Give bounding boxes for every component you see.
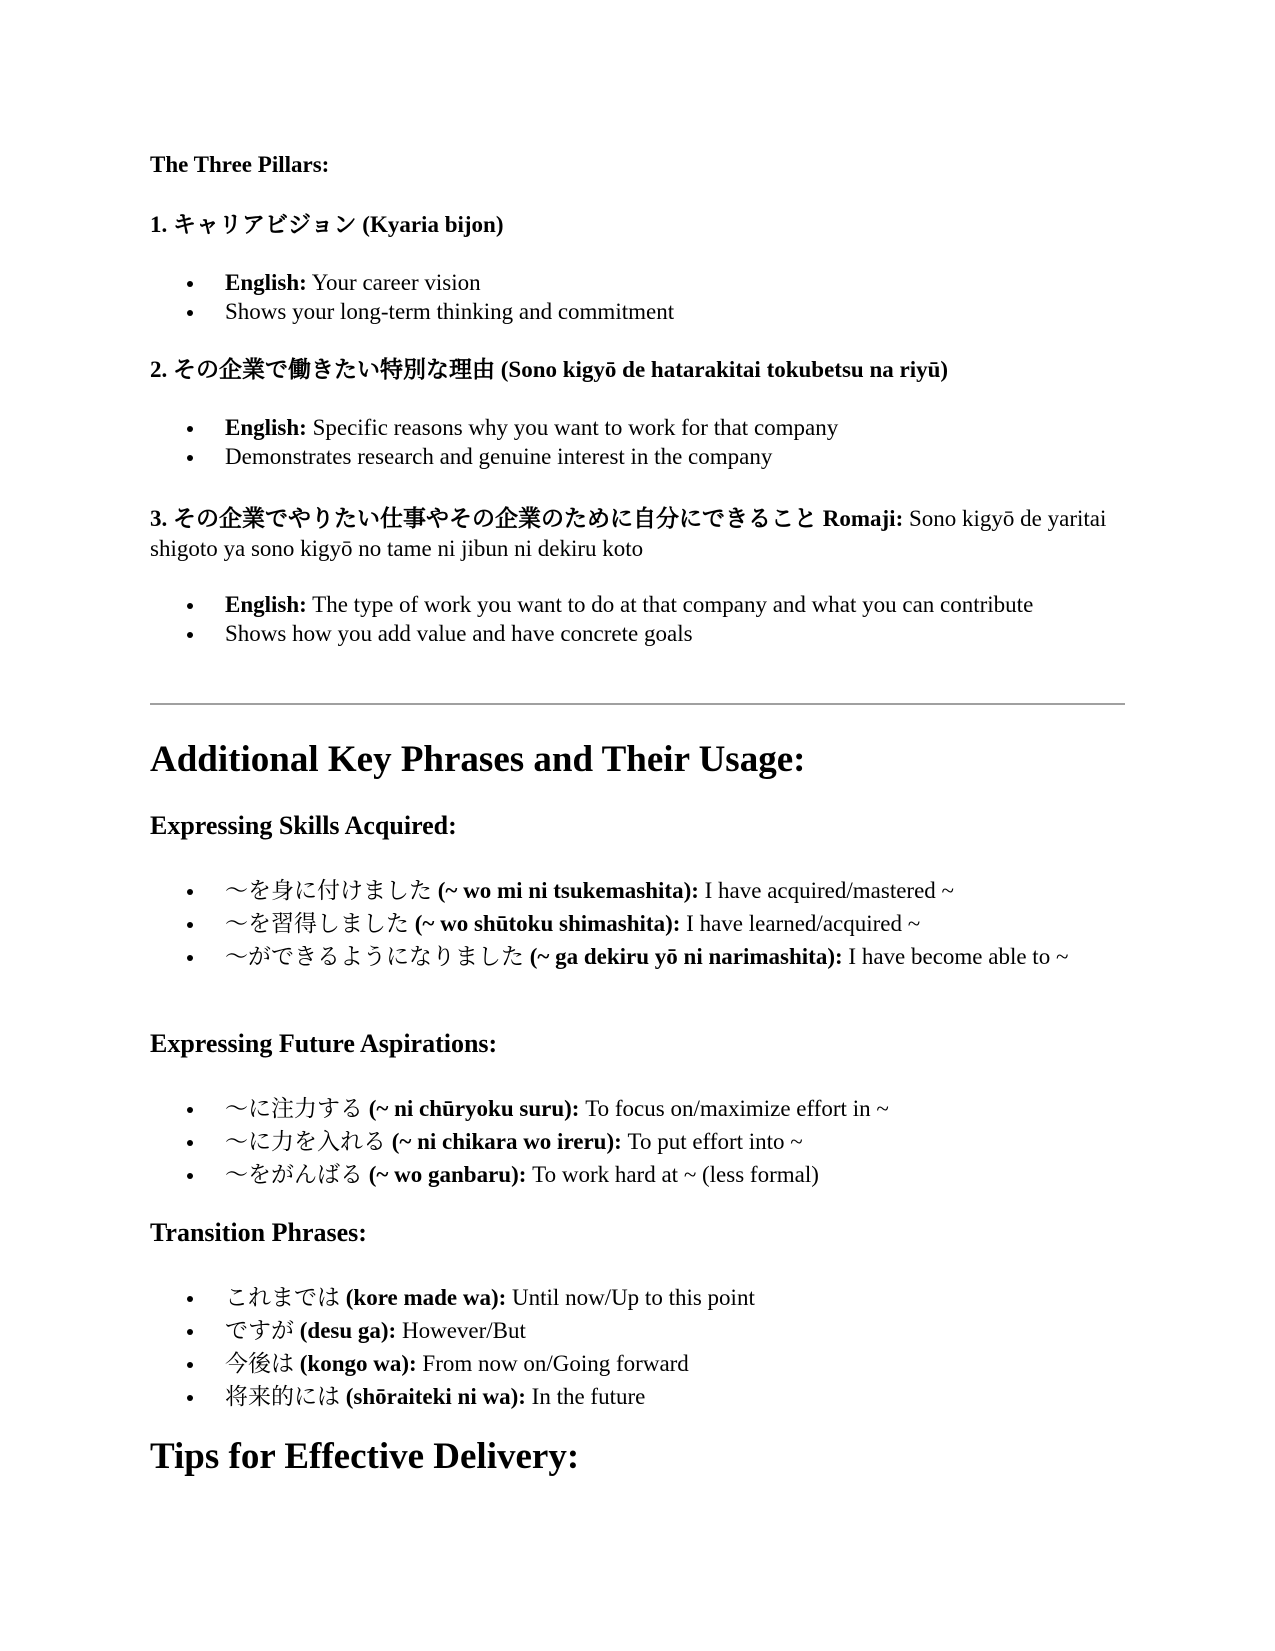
pillars-heading: The Three Pillars: [150, 152, 330, 177]
list-item: これまでは (kore made wa): Until now/Up to this point [150, 1281, 1125, 1314]
skills-list [150, 874, 1125, 973]
list-item: Shows your long-term thinking and commitment [150, 297, 1125, 326]
list-item: 今後は (kongo wa): From now on/Going forward [150, 1347, 1125, 1380]
pillar-1-title: 1. キャリアビジョン (Kyaria bijon) [150, 212, 504, 237]
pillar-3-title: 3. その企業でやりたい仕事やその企業のために自分にできること Romaji: Sono kigyō de yaritai shigoto ya sono kigyō no tame ni jibun ni dekiru koto [150, 506, 1107, 561]
phrases-heading: Additional Key Phrases and Their Usage: [150, 739, 806, 780]
list-item: English: The type of work you want to do at that company and what you can contribute [150, 590, 1125, 619]
section-title-aspirations: Expressing Future Aspirations: [150, 1029, 498, 1058]
pillar-2-title: 2. その企業で働きたい特別な理由 (Sono kigyō de hatarakitai tokubetsu na riyū) [150, 357, 949, 382]
list-item: 〜を身に付けました (~ wo mi ni tsukemashita): I have acquired/mastered ~ [150, 874, 1125, 907]
list-item: 〜をがんばる (~ wo ganbaru): To work hard at ~ (less formal) [150, 1158, 1125, 1191]
list-item: 〜ができるようになりました (~ ga dekiru yō ni narimashita): I have become able to ~ [150, 940, 1125, 973]
transitions-list [150, 1281, 1125, 1413]
list-item: ですが (desu ga): However/But [150, 1314, 1125, 1347]
horizontal-rule [150, 703, 1125, 705]
list-item: 〜に力を入れる (~ ni chikara wo ireru): To put effort into ~ [150, 1125, 1125, 1158]
list-item: 〜を習得しました (~ wo shūtoku shimashita): I have learned/acquired ~ [150, 907, 1125, 940]
pillar-3-bullets [150, 590, 1125, 648]
tips-heading: Tips for Effective Delivery: [150, 1436, 580, 1477]
list-item: Demonstrates research and genuine interest in the company [150, 442, 1125, 471]
list-item: 〜に注力する (~ ni chūryoku suru): To focus on/maximize effort in ~ [150, 1092, 1125, 1125]
section-title-skills: Expressing Skills Acquired: [150, 811, 457, 840]
list-item: English: Your career vision [150, 268, 1125, 297]
pillar-2-bullets [150, 413, 1125, 471]
pillar-1-bullets [150, 268, 1125, 326]
list-item: Shows how you add value and have concrete goals [150, 619, 1125, 648]
aspirations-list [150, 1092, 1125, 1191]
list-item: 将来的には (shōraiteki ni wa): In the future [150, 1380, 1125, 1413]
list-item: English: Specific reasons why you want to work for that company [150, 413, 1125, 442]
section-title-transitions: Transition Phrases: [150, 1218, 367, 1247]
